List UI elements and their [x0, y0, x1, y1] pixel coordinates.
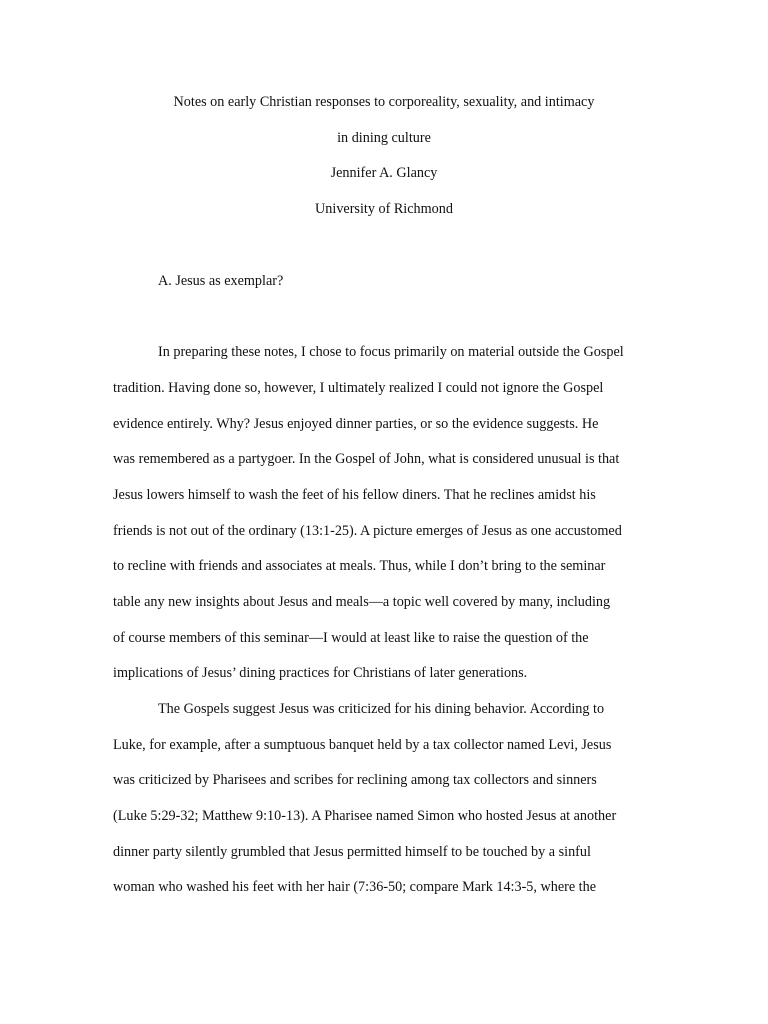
paragraph-1-line: to recline with friends and associates at meals. Thus, while I don’t bring to the seminar [113, 558, 606, 574]
paragraph-2-line: (Luke 5:29-32; Matthew 9:10-13). A Pharisee named Simon who hosted Jesus at another [113, 808, 617, 824]
paragraph-2-line: The Gospels suggest Jesus was criticized for his dining behavior. According to [158, 701, 605, 717]
paragraph-1-line: In preparing these notes, I chose to focus primarily on material outside the Gospel [158, 344, 624, 360]
paragraph-2-line: woman who washed his feet with her hair (7:36-50; compare Mark 14:3-5, where the [113, 879, 597, 895]
paragraph-1-line: friends is not out of the ordinary (13:1-25). A picture emerges of Jesus as one accustomed [113, 523, 622, 539]
author-name: Jennifer A. Glancy [330, 165, 438, 181]
paragraph-1-line: Jesus lowers himself to wash the feet of his fellow diners. That he reclines amidst his [113, 487, 596, 503]
paragraph-2-line: Luke, for example, after a sumptuous banquet held by a tax collector named Levi, Jesus [113, 737, 612, 753]
paragraph-2-line: was criticized by Pharisees and scribes for reclining among tax collectors and sinners [113, 772, 597, 788]
paragraph-1-line: evidence entirely. Why? Jesus enjoyed dinner parties, or so the evidence suggests. He [113, 416, 599, 432]
section-heading: A. Jesus as exemplar? [158, 273, 284, 289]
paragraph-1-line: was remembered as a partygoer. In the Gospel of John, what is considered unusual is that [113, 451, 620, 467]
paragraph-1-line: table any new insights about Jesus and meals—a topic well covered by many, including [113, 594, 611, 610]
paragraph-2-line: dinner party silently grumbled that Jesus permitted himself to be touched by a sinful [113, 844, 591, 860]
paragraph-1-line: implications of Jesus’ dining practices for Christians of later generations. [113, 665, 528, 681]
paragraph-1-line: tradition. Having done so, however, I ultimately realized I could not ignore the Gospel [113, 380, 604, 396]
author-affiliation: University of Richmond [315, 201, 453, 217]
title-line-2: in dining culture [337, 130, 431, 146]
title-line-1: Notes on early Christian responses to corporeality, sexuality, and intimacy [173, 94, 595, 110]
paragraph-1-line: of course members of this seminar—I would at least like to raise the question of the [113, 630, 589, 646]
